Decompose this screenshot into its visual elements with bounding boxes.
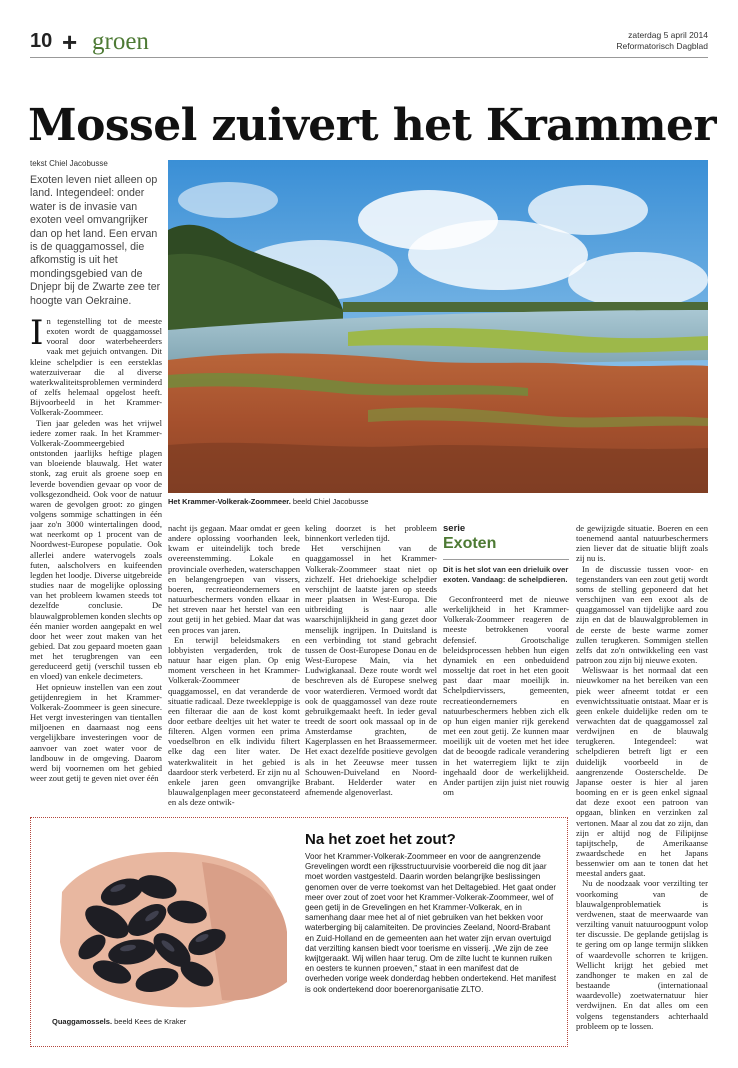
drop-cap: I: [30, 316, 44, 353]
series-divider: [443, 559, 569, 560]
paragraph: nacht ijs gegaan. Maar omdat er geen andere oplossing voorhanden leek, kwam er uiteindelijk toch brede overeenstemming. Lokale en provinciale overheden, waterschappen en belangengroepen van vissers, boeren, recreatieondernemers en natuurbeschermers vonden elkaar in het streven naar het herstel van een zout getij in het gebied. Maar dat was een proces van jaren.: [168, 523, 300, 635]
date-text: zaterdag 5 april 2014: [628, 30, 708, 40]
article-column-4: [443, 594, 569, 802]
article-lead: Exoten leven niet alleen op land. Integendeel: onder water is de invasie van exoten veel omvangrijker dan op het land. Een ervan is de quaggamossel, die afkomstig is uit het mondingsgebied van de Dnjepr bij de Zwarte zee ter hoogte van Oekraine.: [30, 174, 161, 307]
mussel-caption-credit: beeld Kees de Kraker: [114, 1017, 187, 1026]
series-note: Dit is het slot van een drieluik over exoten. Vandaag: de schelpdieren.: [443, 565, 569, 584]
article-headline: Mossel zuivert het Krammer: [28, 100, 716, 151]
sidebar-box-title: Na het zoet het zout?: [305, 831, 456, 848]
paragraph: Geconfronteerd met de nieuwe werkelijkheid in het Krammer-Volkerak-Zoommeer reageren de meeste betrokkenen vooral defensief. Grootschalige beleidsprocessen hebben hun eigen dynamiek en een onbeduidend mosseltje dat roet in het eten gooit past daar maar moeilijk in. Schelpdiervissers, gemeenten, recreatieondernemers en natuurbeschermers hebben zich elk op hun eigen manier rijk gerekend met een zout getij. Ze kunnen maar moeilijk uit de voeten met het idee dat de beoogde radicale verandering in het waterregiem lijkt te zijn ingehaald door de werkelijkheid. Ander partijen zijn juist niet rouwig om: [443, 594, 569, 797]
photo-caption-title: Het Krammer-Volkerak-Zoommeer.: [168, 497, 291, 506]
plus-icon: +: [62, 27, 78, 57]
page-header: [30, 28, 708, 56]
paragraph: En terwijl beleidsmakers en lobbyisten vergaderden, trok de natuur haar eigen plan. Op enig moment verscheen in het Krammer-Volkerak-Zoommeer de quaggamossel, en dat veranderde de situatie radicaal. Deze tweekleppige is een filteraar die aan de kost komt door eetbare deeltjes uit het water te filteren. Algen vormen een prima voedselbron en elk individu filtert elke dag een liter water. De waterkwaliteit in het gebied is daardoor sterk verbeterd. Er zijn nu al enkele jaren geen omvangrijke blauwalgenplagen meer geconstateerd en als deze ontwik-: [168, 634, 300, 807]
paragraph-text: n tegenstelling tot de meeste exoten wordt de quaggamossel vooral door waterbeheerders vaak met gejuich ontvangen. Dit kleine schelpdier is een eersteklas waterzuiveraar die al diverse waterkwaliteitsproblemen verminderd of zelfs helemaal opgelost heeft. Bijvoorbeeld in het Krammer-Volkerak-Zoommeer.: [30, 316, 162, 418]
landscape-photo-image: [168, 160, 708, 493]
paragraph: Weliswaar is het normaal dat een nieuwkomer na het bereiken van een piek weer afneemt totdat er een evenwichtssituatie ontstaat. Maar er is geen enkele duidelijke reden om te verwachten dat de quaggamossel zal verdwijnen en de blauwalg terugkeren. Integendeel: wat schelpdieren betreft ligt er een duidelijk voorbeeld in de aangrenzende Oosterschelde. De Japanse oester is hier al jaren booming en er is geen enkel signaal dat deze exoot een patroon van opgaan, blinken en verzinken zal vertonen. Maar al zou dat zo zijn, dan zijn er altijd nog de Filipijnse tapijtschelp, de Amerikaanse zwaardschede en het Japans bessenwier om aan te tonen dat het meestal anders gaat.: [576, 665, 708, 879]
landscape-photo: [168, 160, 708, 493]
paragraph: In de discussie tussen voor- en tegenstanders van een zout getij wordt soms de stelling geponeerd dat het verschijnen van een exoot als de quaggamossel van tijdelijke aard zou zijn en dat de blauwalgproblemen in de eerste de beste warme zomer zullen terugkeren. Sommigen stellen zelfs dat zo'n ontwikkeling een vast patroon zou zijn bij nieuwe exoten.: [576, 563, 708, 666]
article-column-5: [576, 523, 708, 1068]
dateline: [616, 30, 708, 52]
paragraph: Nu de noodzaak voor verzilting ter voorkoming van de blauwalgenproblematiek is verdwenen, staat de meerwaarde van verzilting vanuit natuuroogpunt volop ter discussie. De geplande getijslag is te gering om op lange termijn slikken of waardevolle schorren te krijgen. Wellicht krijgt het gebied met zandhonger te maken en zal de bestaande (internationaal waardevolle) zoetwaternatuur hier verdwijnen. En dat alles om een volgens tegenstanders achterhaald probleem op te lossen.: [576, 878, 708, 1031]
series-title: Exoten: [443, 535, 497, 552]
series-box: [443, 523, 569, 585]
paragraph: Tien jaar geleden was het vrijwel iedere zomer raak. In het Krammer-Volkerak-Zoommeergebied ontstonden jaarlijks heftige plagen van bloeiende blauwalg. Het water stonk, zag eruit als groene soep en leverde bovendien gevaar op voor de volksgezondheid. Ook voor de natuur waren de gevolgen groot: zo gingen volgens sommige schattingen in één jaar zo'n 3000 wintertalingen dood, wat neerkomt op 1 procent van de Noordwest-Europese populatie. Ook allerlei andere watervogels zoals futen, aalscholvers en kuifeenden legden het loodje. Diverse uitgebreide studies naar de mogelijke oplossing van het probleem kwamen steeds tot dezelfde conclusie. De blauwalgproblemen konden slechts op één manier worden aangepakt en wel door het weer zout maken van het gebied. Dat zou gepaard moeten gaan met het terugbrengen van een gereduceerd getij (verschil tussen eb en vloed) van enkele decimeters.: [30, 417, 162, 682]
article-byline: tekst Chiel Jacobusse: [30, 159, 108, 168]
section-title: groen: [92, 28, 149, 55]
paragraph: [30, 316, 162, 418]
header-divider: [30, 57, 708, 58]
article-column-3: [305, 523, 437, 807]
mussel-caption: [52, 1017, 186, 1026]
mussel-caption-title: Quaggamossels.: [52, 1017, 113, 1026]
series-label: serie: [443, 523, 466, 534]
photo-caption: [168, 497, 368, 506]
photo-caption-credit: beeld Chiel Jacobusse: [292, 497, 369, 506]
sidebar-box-body: Voor het Krammer-Volkerak-Zoommeer en voor de aangrenzende Grevelingen wordt een rijksstructuurvisie voorbereid die nog dit jaar moet worden vastgesteld. Daarin worden belangrijke beslissingen genomen over de verre toekomst van het Deltagebied. Het gaat onder meer over zout of zoet voor het Krammer-Volkerak-Zoommeer, wel of geen getij in de Grevelingen en het Krammer-Volkerak, en in samenhang daar mee het al of niet gebruiken van het bekken voor waterberging bij calamiteiten. De provincies Zeeland, Noord-Brabant en Zuid-Holland en de gemeenten aan het water zijn ervan overtuigd dat verzilting kansen biedt voor toerisme en visserij. „We zijn de zee kwijtgeraakt. Wij willen haar terug. Om de zilte lucht te kunnen ruiken en oesters te kunnen proeven,” staat in een manifest dat de overheden vorige week donderdag hebben ondertekend. Het manifest is ook ondertekend door boerenorganisatie ZLTO.: [305, 852, 557, 994]
paragraph: Het verschijnen van de quaggamossel in het Krammer-Volkerak-Zoommeer staat niet op zichzelf. Het driehoekige schelpdier verschijnt de laatste jaren op steeds meer plaatsen in West-Europa. Die uitbreiding is naar alle waarschijnlijkheid in gang gezet door menselijk ingrijpen. In Duitsland is een verbinding tot stand gebracht tussen de Oost-Europese Donau en de West-Europese Main, via het Ludwigkanaal. Deze route wordt wel beschreven als dé Europese snelweg voor waterdieren. Vermoed wordt dat ook de quaggamossel van deze route gebruikgemaakt heeft. In ieder geval treedt de soort ook massaal op in de Amsterdamse grachten, de Kagerplassen en het Braassemermeer. Het exact dezelfde positieve gevolgen als in het Zeeuwse meer tussen Schouwen-Duiveland en Noord-Brabant. Helderder water en afnemende algenoverlast.: [305, 543, 437, 798]
mussel-photo-image: [52, 832, 287, 1010]
publication-name: Reformatorisch Dagblad: [616, 41, 708, 51]
article-column-1: [30, 316, 162, 816]
page-number: 10: [30, 30, 53, 52]
paragraph: Het opnieuw instellen van een zout getijdenregiem in het Krammer-Volkerak-Zoommeer is geen sinecure. Het vergt investeringen van tientallen miljoenen en daarnaast nog eens vergelijkbare investeringen voor de aanvoer van zoet water voor de landbouw in de omgeving. Daarom werd bij voornemen om het gebied weer zout getij te geven niet over één: [30, 681, 162, 784]
paragraph: de gewijzigde situatie. Boeren en een toenemend aantal natuurbeschermers zien liever dat de situatie blijft zoals zij nu is.: [576, 523, 708, 564]
mussel-photo: [52, 832, 287, 1010]
article-column-2: [168, 523, 300, 807]
paragraph: keling doorzet is het probleem binnenkort verleden tijd.: [305, 523, 437, 544]
